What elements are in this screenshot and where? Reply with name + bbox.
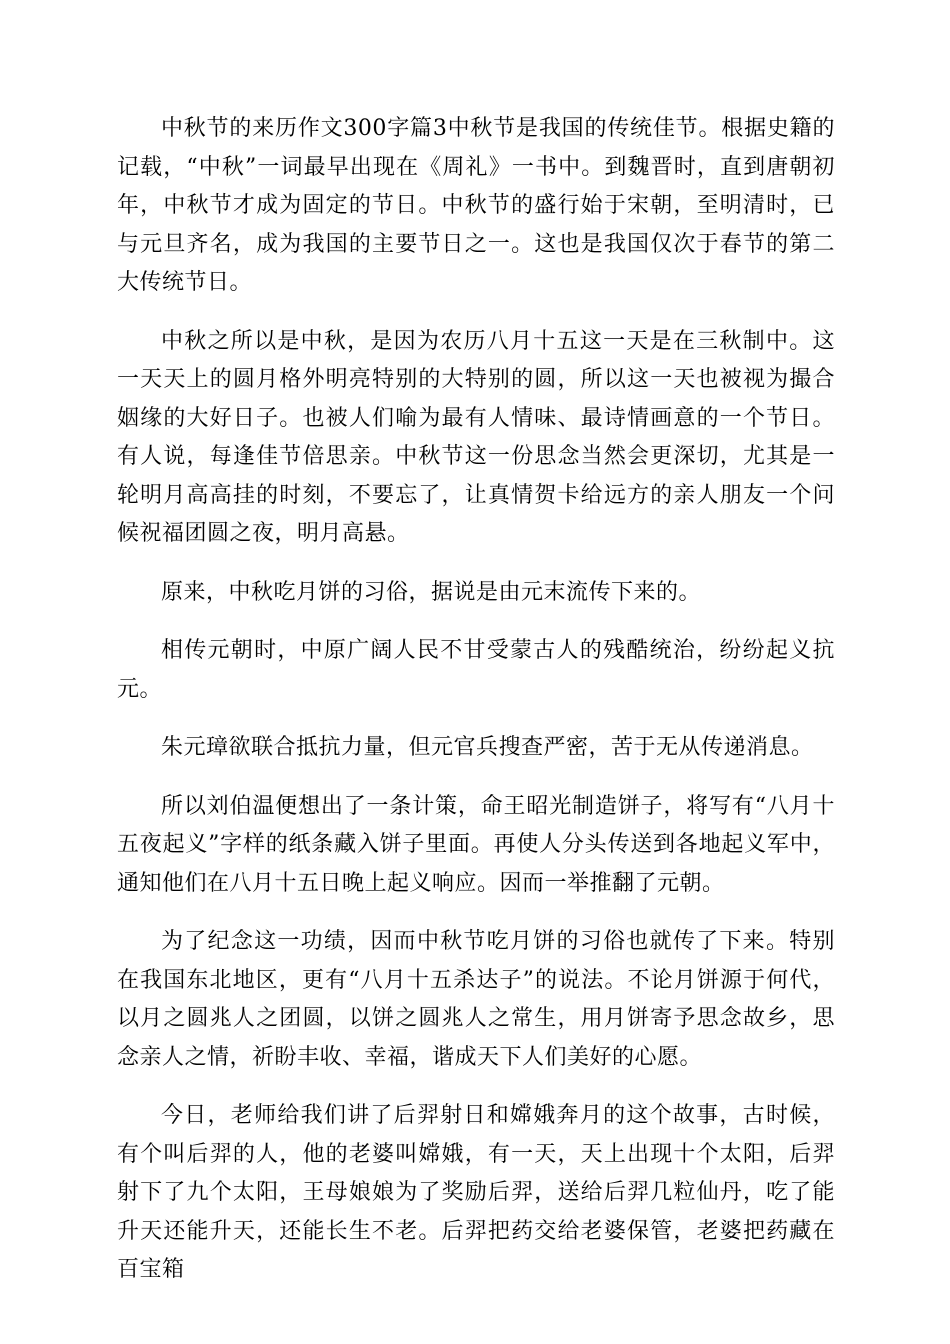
document-body [117, 110, 835, 1310]
paragraph-3: 原来，中秋吃月饼的习俗，据说是由元末流传下来的。 [161, 579, 702, 605]
paragraph-1: 中秋节的来历作文300字篇3中秋节是我国的传统佳节。根据史籍的记载，“中秋”一词最早出现在《周礼》一书中。到魏晋时，直到唐朝初年，中秋节才成为固定的节日。中秋节的盛行始于宋朝，至明清时，已与元旦齐名，成为我国的主要节日之一。这也是我国仅次于春节的第二大传统节日。 [117, 116, 835, 295]
paragraph-8: 今日，老师给我们讲了后羿射日和嫦娥奔月的这个故事，古时候，有个叫后羿的人，他的老婆叫嫦娥，有一天，天上出现十个太阳，后羿射下了九个太阳，王母娘娘为了奖励后羿，送给后羿几粒仙丹，吃了能升天还能升天，还能长生不老。后羿把药交给老婆保管，老婆把药藏在百宝箱 [117, 1103, 835, 1282]
paragraph-2: 中秋之所以是中秋，是因为农历八月十五这一天是在三秋制中。这一天天上的圆月格外明亮特别的大特别的圆，所以这一天也被视为撮合姻缘的大好日子。也被人们喻为最有人情味、最诗情画意的一个节日。有人说，每逢佳节倍思亲。中秋节这一份思念当然会更深切，尤其是一轮明月高高挂的时刻，不要忘了，让真情贺卡给远方的亲人朋友一个问候祝福团圆之夜，明月高悬。 [117, 328, 835, 546]
paragraph-7: 为了纪念这一功绩，因而中秋节吃月饼的习俗也就传了下来。特别在我国东北地区，更有“八月十五杀达子”的说法。不论月饼源于何代，以月之圆兆人之团圆，以饼之圆兆人之常生，用月饼寄予思念故乡，思念亲人之情，祈盼丰收、幸福，谐成天下人们美好的心愿。 [117, 929, 835, 1070]
paragraph-5: 朱元璋欲联合抵抗力量，但元官兵搜查严密，苦于无从传递消息。 [161, 735, 814, 760]
paragraph-6: 所以刘伯温便想出了一条计策，命王昭光制造饼子，将写有“八月十五夜起义”字样的纸条藏入饼子里面。再使人分头传送到各地起义军中，通知他们在八月十五日晚上起义响应。因而一举推翻了元朝。 [117, 793, 835, 896]
paragraph-4: 相传元朝时，中原广阔人民不甘受蒙古人的残酷统治，纷纷起义抗元。 [117, 638, 835, 702]
